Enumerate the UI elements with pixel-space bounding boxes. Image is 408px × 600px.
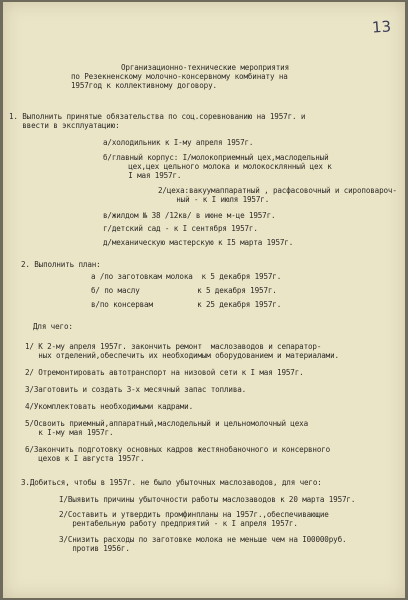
doc-line: 3/Снизить расходы по заготовке молока не меньше чем на I00000руб. [59, 535, 347, 544]
doc-line: в/по консервам к 25 декабря 1957г. [91, 300, 282, 309]
doc-line: цехов к I августа 1957г. [25, 454, 145, 463]
doc-line: против 1956г. [59, 544, 130, 553]
doc-line: 4/Укомплектовать необходимыми кадрами. [25, 402, 194, 411]
doc-line: д/механическую мастерскую к I5 марта 1957г. [103, 238, 294, 247]
doc-line: 1/ К 2-му апреля 1957г. закончить ремонт маслозаводов и сепаратор- [25, 342, 322, 351]
doc-line: б/ по маслу к 5 декабря 1957г. [91, 286, 277, 295]
doc-line: 2/цеха:вакуумаппаратный , расфасовочный и сироповароч- [158, 186, 397, 195]
doc-line: 2/ Отремонтировать автотранспорт на низовой сети к I мая 1957г. [25, 368, 304, 377]
doc-line: Для чего: [33, 322, 73, 331]
doc-line: г/детский сад - к I сентября 1957г. [103, 224, 258, 233]
doc-line: I мая 1957г. [115, 171, 182, 180]
doc-line: 2/Составить и утвердить промфинпланы на 1957г.,обеспечивающие [59, 510, 329, 519]
doc-line: ввести в эксплуатацию: [9, 121, 120, 130]
doc-line: 6/Закончить подготовку основных кадров жестянобаночного и консервного [25, 445, 331, 454]
header-line-2: по Резекненскому молочно-консервному комбинату на [71, 72, 288, 81]
doc-line: б/главный корпус: I/молокоприемный цех,маслодельный [103, 153, 329, 162]
doc-line: ных отделений,обеспечить их необходимым оборудованием и материалами. [25, 351, 339, 360]
document-page [3, 2, 405, 598]
doc-line: 3.Добиться, чтобы в 1957г. не было убыточных маслозаводов, для чего: [21, 478, 322, 487]
doc-line: 3/Заготовить и создать 3-х месячный запас топлива. [25, 385, 247, 394]
doc-line: к I-му мая 1957г. [25, 428, 114, 437]
doc-line: ный - к I июля 1957г. [163, 195, 270, 204]
doc-line: а /по заготовкам молока к 5 декабря 1957г. [91, 272, 282, 281]
doc-line: I/Выявить причины убыточности работы маслозаводов к 20 марта 1957г. [59, 495, 356, 504]
header-line-3: 1957год к коллективному договору. [71, 81, 217, 90]
doc-line: 2. Выполнить план: [21, 260, 101, 269]
doc-line: рентабельную работу предприятий - к I апреля 1957г. [59, 519, 298, 528]
doc-line: 1. Выполнить принятые обязательства по соц.соревнованию на 1957г. и [9, 112, 306, 121]
doc-line: 5/Освоить приемный,аппаратный,маслодельный и цельномолочный цеха [25, 419, 308, 428]
doc-line: в/жилдом № 38 /12кв/ в июне м-це 1957г. [103, 211, 276, 220]
header-line-1: Организационно-технические мероприятия [121, 63, 290, 72]
doc-line: цех,цех цельного молока и молокосклянный цех к [115, 162, 332, 171]
doc-line: а/холодильник к I-му апреля 1957г. [103, 138, 254, 147]
page-number: 13 [371, 17, 392, 37]
